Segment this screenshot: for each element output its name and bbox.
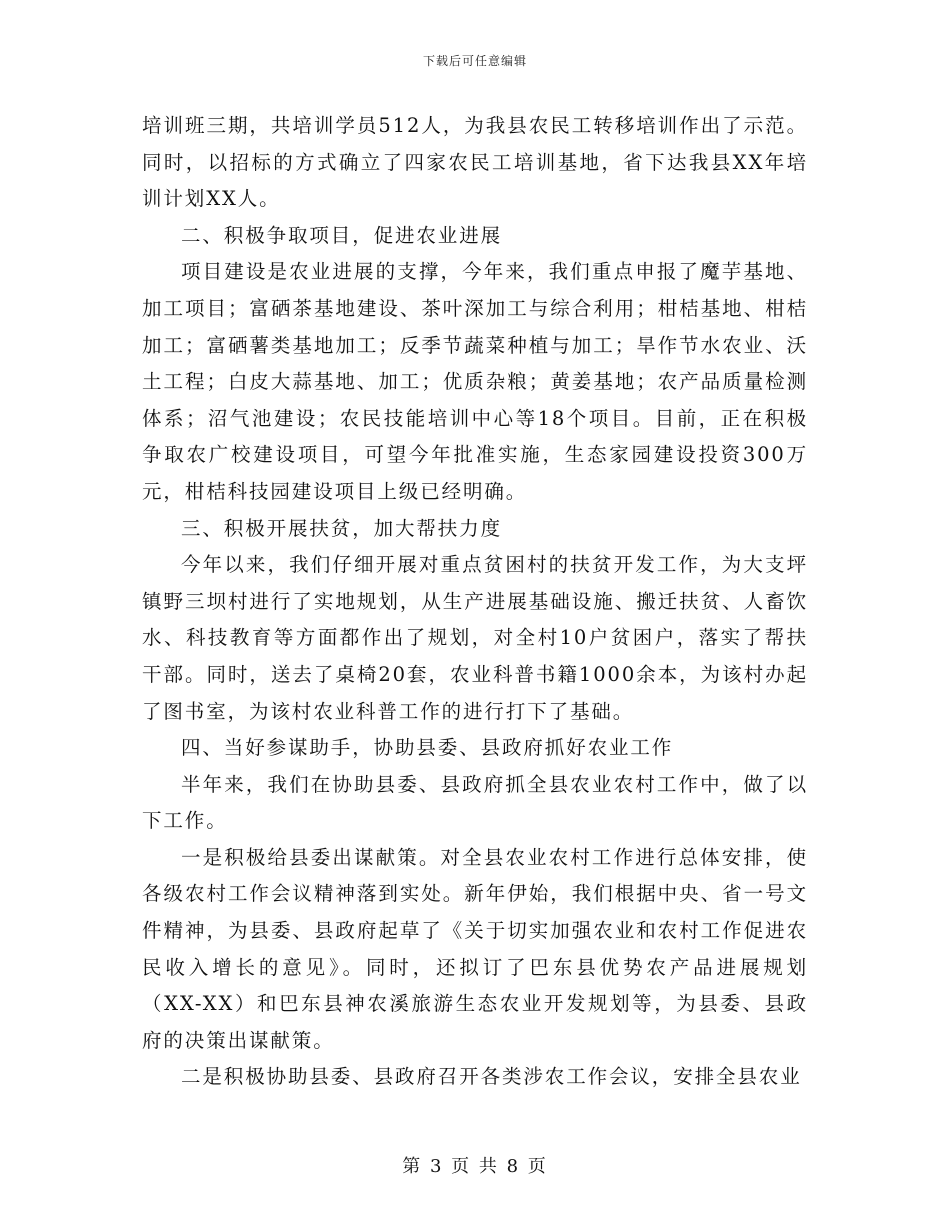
paragraph-item-2: 二是积极协助县委、县政府召开各类涉农工作会议，安排全县农业 bbox=[181, 1065, 802, 1089]
section-heading-4: 四、当好参谋助手，协助县委、县政府抓好农业工作 bbox=[181, 736, 674, 760]
paragraph-item-1: 一是积极给县委出谋献策。对全县农业农村工作进行总体安排，使各级农村工作会议精神落到实处。新年伊始，我们根据中央、省一号文件精神，为县委、县政府起草了《关于切实加强农业和农村工作促进农民收入增长的意见》。同时，还拟订了巴东县优势农产品进展规划（XX-XX）和巴东县神农溪旅游生态农业开发规划等，为县委、县政府的决策出谋献策。 bbox=[142, 845, 808, 1052]
section-heading-3: 三、积极开展扶贫，加大帮扶力度 bbox=[181, 516, 503, 540]
page-header: 下载后可任意编辑 bbox=[422, 54, 527, 68]
paragraph-half-year: 半年来，我们在协助县委、县政府抓全县农业农村工作中，做了以下工作。 bbox=[142, 772, 808, 833]
paragraph-projects: 项目建设是农业进展的支撑，今年来，我们重点申报了魔芋基地、加工项目；富硒茶基地建设、茶叶深加工与综合利用；柑桔基地、柑桔加工；富硒薯类基地加工；反季节蔬菜种植与加工；旱作节水农业、沃土工程；白皮大蒜基地、加工；优质杂粮；黄姜基地；农产品质量检测体系；沼气池建设；农民技能培训中心等18个项目。目前，正在积极争取农广校建设项目，可望今年批准实施，生态家园建设投资300万元，柑桔科技园建设项目上级已经明确。 bbox=[142, 260, 808, 503]
page-number: 第 3 页 共 8 页 bbox=[402, 1156, 548, 1177]
document-body bbox=[142, 108, 808, 1096]
section-heading-2: 二、积极争取项目，促进农业进展 bbox=[181, 223, 503, 247]
paragraph-poverty: 今年以来，我们仔细开展对重点贫困村的扶贫开发工作，为大支坪镇野三坝村进行了实地规划，从生产进展基础设施、搬迁扶贫、人畜饮水、科技教育等方面都作出了规划，对全村10户贫困户，落实了帮扶干部。同时，送去了桌椅20套，农业科普书籍1000余本，为该村办起了图书室，为该村农业科普工作的进行打下了基础。 bbox=[142, 553, 808, 723]
paragraph-continued: 培训班三期，共培训学员512人，为我县农民工转移培训作出了示范。同时，以招标的方式确立了四家农民工培训基地，省下达我县XX年培训计划XX人。 bbox=[142, 114, 808, 211]
